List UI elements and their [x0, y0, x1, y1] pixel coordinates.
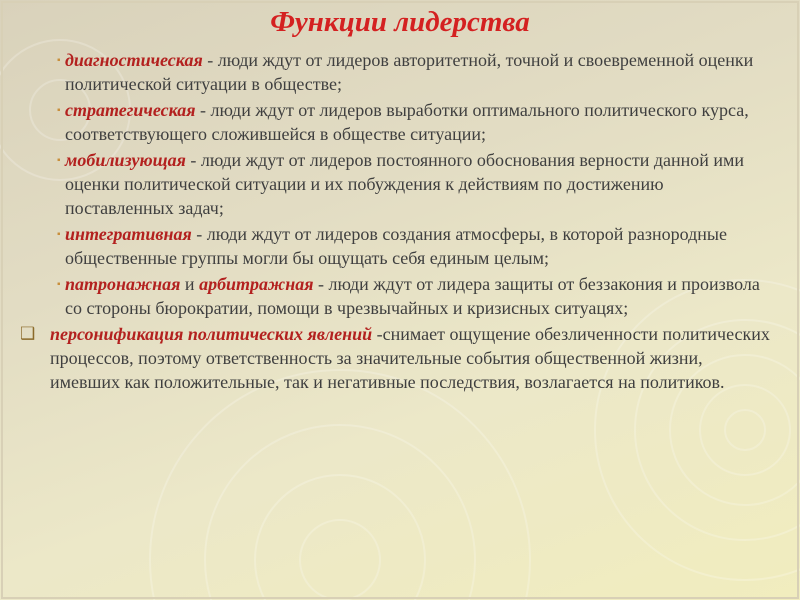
list-item-personification	[0, 322, 800, 394]
item-text: - люди ждут от лидеров выработки оптимального политического курса, соответствующего сложившейся в обществе ситуации;	[65, 100, 749, 144]
list-item-strategic	[0, 98, 800, 146]
list-item-mobilizing	[0, 148, 800, 220]
bullet-marker: ▪	[57, 279, 61, 290]
item-text: -снимает ощущение обезличенности политических процессов, поэтому ответственность за значительные события общественной жизни, имевших как положительные, так и негативные последствия, возлагается на политиков.	[50, 324, 770, 392]
bullet-list	[0, 48, 800, 396]
bullet-marker: ▪	[57, 229, 61, 240]
item-text: - люди ждут от лидеров авторитетной, точной и своевременной оценки политической ситуации в обществе;	[65, 50, 754, 94]
list-item-patronage-arbitration	[0, 272, 800, 320]
item-term: стратегическая	[65, 100, 196, 120]
bullet-marker: ▪	[57, 105, 61, 116]
item-text: - люди ждут от лидера защиты от беззакония и произвола со стороны бюрократии, помощи в чрезвычайных и кризисных ситуацях;	[65, 274, 760, 318]
item-text: - люди ждут от лидеров постоянного обоснования верности данной ими оценки политической ситуации и их побуждения к действиям по достижению поставленных задач;	[65, 150, 745, 218]
item-term: патронажная	[65, 274, 181, 294]
item-term: диагностическая	[65, 50, 203, 70]
list-item-diagnostic	[0, 48, 800, 96]
item-term: персонификация политических явлений	[50, 324, 373, 344]
slide-title: Функции лидерства	[270, 6, 530, 38]
item-term-2: арбитражная	[199, 274, 314, 294]
bullet-marker: ▪	[57, 55, 61, 66]
item-term: мобилизующая	[65, 150, 186, 170]
item-term: интегративная	[65, 224, 192, 244]
item-joiner: и	[180, 274, 200, 294]
list-item-integrative	[0, 222, 800, 270]
checkbox-bullet-icon: ❑	[20, 324, 36, 343]
item-text: - люди ждут от лидеров создания атмосферы, в которой разнородные общественные группы могли бы ощущать себя единым целым;	[65, 224, 727, 268]
bullet-marker: ▪	[57, 155, 61, 166]
